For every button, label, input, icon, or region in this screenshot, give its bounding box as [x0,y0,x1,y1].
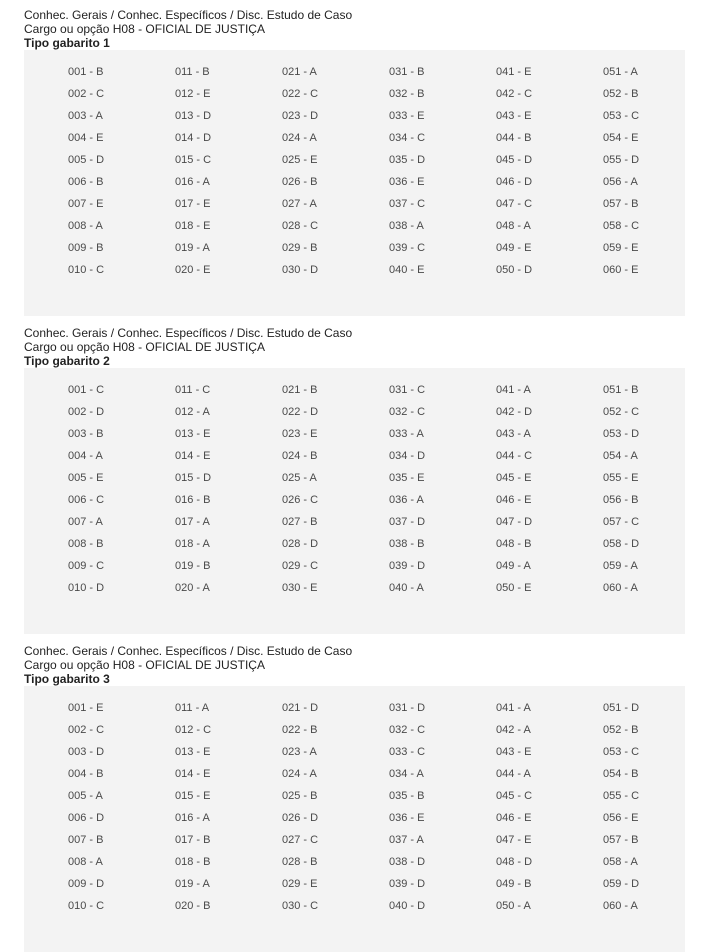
section-heading [24,8,685,50]
answer-item: 023 - A [282,746,317,758]
answer-item: 009 - B [68,242,104,254]
answer-item: 042 - D [496,406,533,418]
answer-item: 007 - B [68,834,104,846]
answer-item: 005 - D [68,154,105,166]
answer-item: 025 - B [282,790,318,802]
section-heading [24,326,685,368]
gabarito-section-3 [24,644,685,952]
answer-item: 046 - E [496,812,532,824]
answer-item: 046 - E [496,494,532,506]
answer-item: 043 - E [496,746,532,758]
answer-item: 004 - E [68,132,104,144]
answer-item: 052 - B [603,88,639,100]
answer-item: 028 - C [282,220,319,232]
answer-item: 041 - A [496,702,531,714]
answer-item: 005 - A [68,790,103,802]
answer-item: 017 - E [175,198,211,210]
answer-item: 018 - B [175,856,211,868]
answer-item: 030 - C [282,900,319,912]
answer-item: 010 - C [68,900,105,912]
answer-item: 046 - D [496,176,533,188]
answer-item: 008 - A [68,220,103,232]
answer-item: 024 - A [282,768,317,780]
answer-item: 014 - E [175,768,211,780]
heading-tipo-gabarito: Tipo gabarito 1 [24,36,110,50]
answer-item: 007 - E [68,198,104,210]
answer-item: 059 - D [603,878,640,890]
answer-item: 047 - E [496,834,532,846]
answer-item: 044 - A [496,768,531,780]
answer-item: 021 - A [282,66,317,78]
answer-item: 024 - A [282,132,317,144]
answer-item: 040 - A [389,582,424,594]
heading-tipo-gabarito: Tipo gabarito 2 [24,354,110,368]
answer-item: 040 - E [389,264,425,276]
answer-item: 036 - E [389,812,425,824]
answer-item: 011 - B [175,66,210,78]
answer-item: 043 - A [496,428,531,440]
answer-item: 022 - C [282,88,319,100]
answer-item: 057 - C [603,516,640,528]
answer-item: 027 - B [282,516,318,528]
answer-item: 032 - C [389,406,426,418]
answer-item: 049 - A [496,560,531,572]
answer-item: 022 - B [282,724,318,736]
answer-item: 049 - B [496,878,532,890]
answer-item: 053 - C [603,746,640,758]
answer-item: 034 - C [389,132,426,144]
answer-item: 003 - B [68,428,104,440]
answer-item: 051 - B [603,384,639,396]
answer-item: 010 - D [68,582,105,594]
answer-item: 042 - C [496,88,533,100]
answer-item: 053 - C [603,110,640,122]
answer-item: 015 - C [175,154,212,166]
answer-item: 026 - C [282,494,319,506]
answer-item: 059 - E [603,242,639,254]
answer-item: 002 - C [68,88,105,100]
answer-item: 006 - D [68,812,105,824]
answer-item: 001 - C [68,384,105,396]
answer-item: 029 - E [282,878,318,890]
gabarito-section-1 [24,8,685,316]
answer-item: 060 - A [603,582,638,594]
answer-item: 006 - C [68,494,105,506]
answer-item: 028 - D [282,538,319,550]
section-heading [24,644,685,686]
answer-item: 053 - D [603,428,640,440]
answer-item: 052 - C [603,406,640,418]
answer-item: 050 - A [496,900,531,912]
answer-item: 039 - D [389,560,426,572]
answer-item: 033 - A [389,428,424,440]
answer-grid [68,701,709,921]
answer-item: 051 - D [603,702,640,714]
answer-item: 038 - D [389,856,426,868]
answer-item: 023 - D [282,110,319,122]
answer-item: 039 - D [389,878,426,890]
answer-item: 014 - D [175,132,212,144]
answer-item: 016 - B [175,494,211,506]
answer-item: 044 - C [496,450,533,462]
answer-item: 050 - E [496,582,532,594]
answer-item: 057 - B [603,198,639,210]
answer-item: 049 - E [496,242,532,254]
answer-item: 056 - B [603,494,639,506]
answer-item: 058 - D [603,538,640,550]
heading-disciplines: Conhec. Gerais / Conhec. Específicos / Disc. Estudo de Caso [24,8,353,22]
answer-item: 041 - A [496,384,531,396]
answer-item: 020 - E [175,264,211,276]
answer-item: 018 - A [175,538,210,550]
answer-item: 054 - B [603,768,639,780]
answer-item: 027 - C [282,834,319,846]
answer-item: 060 - E [603,264,639,276]
answer-item: 012 - C [175,724,212,736]
answer-item: 029 - C [282,560,319,572]
answer-item: 050 - D [496,264,533,276]
answer-item: 019 - A [175,242,210,254]
answer-item: 025 - E [282,154,318,166]
answer-item: 045 - C [496,790,533,802]
answer-item: 057 - B [603,834,639,846]
answer-key-panel [24,686,685,952]
answer-item: 048 - D [496,856,533,868]
answer-item: 013 - E [175,746,211,758]
heading-disciplines: Conhec. Gerais / Conhec. Específicos / Disc. Estudo de Caso [24,326,353,340]
answer-item: 039 - C [389,242,426,254]
answer-item: 040 - D [389,900,426,912]
answer-item: 015 - E [175,790,211,802]
answer-item: 058 - C [603,220,640,232]
answer-item: 047 - D [496,516,533,528]
answer-item: 016 - A [175,176,210,188]
answer-item: 010 - C [68,264,105,276]
answer-item: 037 - D [389,516,426,528]
answer-item: 048 - A [496,220,531,232]
answer-item: 037 - A [389,834,424,846]
answer-item: 036 - E [389,176,425,188]
answer-key-panel [24,368,685,634]
answer-item: 008 - A [68,856,103,868]
answer-item: 055 - C [603,790,640,802]
answer-item: 042 - A [496,724,531,736]
answer-item: 045 - E [496,472,532,484]
heading-cargo: Cargo ou opção H08 - OFICIAL DE JUSTIÇA [24,22,265,36]
answer-item: 055 - D [603,154,640,166]
answer-item: 014 - E [175,450,211,462]
answer-item: 056 - A [603,176,638,188]
answer-item: 021 - B [282,384,318,396]
answer-item: 011 - A [175,702,210,714]
answer-item: 033 - C [389,746,426,758]
answer-item: 041 - E [496,66,532,78]
answer-item: 043 - E [496,110,532,122]
answer-item: 058 - A [603,856,638,868]
answer-item: 036 - A [389,494,424,506]
answer-item: 020 - A [175,582,210,594]
answer-item: 005 - E [68,472,104,484]
answer-item: 019 - A [175,878,210,890]
answer-item: 001 - E [68,702,104,714]
answer-item: 035 - E [389,472,425,484]
answer-item: 006 - B [68,176,104,188]
answer-item: 048 - B [496,538,532,550]
answer-item: 013 - D [175,110,212,122]
answer-grid [68,383,709,603]
answer-item: 021 - D [282,702,319,714]
answer-item: 047 - C [496,198,533,210]
answer-item: 038 - A [389,220,424,232]
answer-item: 056 - E [603,812,639,824]
answer-item: 034 - D [389,450,426,462]
answer-item: 007 - A [68,516,103,528]
answer-item: 051 - A [603,66,638,78]
answer-item: 012 - A [175,406,210,418]
answer-grid [68,65,709,285]
answer-item: 030 - D [282,264,319,276]
answer-item: 017 - A [175,516,210,528]
answer-item: 002 - C [68,724,105,736]
answer-item: 018 - E [175,220,211,232]
answer-item: 024 - B [282,450,318,462]
answer-item: 060 - A [603,900,638,912]
answer-item: 052 - B [603,724,639,736]
answer-item: 012 - E [175,88,211,100]
answer-item: 004 - A [68,450,103,462]
answer-item: 044 - B [496,132,532,144]
answer-item: 016 - A [175,812,210,824]
answer-item: 003 - D [68,746,105,758]
answer-item: 038 - B [389,538,425,550]
answer-item: 031 - B [389,66,425,78]
answer-item: 022 - D [282,406,319,418]
answer-item: 019 - B [175,560,211,572]
answer-item: 037 - C [389,198,426,210]
answer-item: 032 - B [389,88,425,100]
answer-item: 027 - A [282,198,317,210]
answer-key-panel [24,50,685,316]
answer-item: 032 - C [389,724,426,736]
answer-item: 015 - D [175,472,212,484]
answer-item: 031 - C [389,384,426,396]
answer-item: 004 - B [68,768,104,780]
answer-item: 017 - B [175,834,211,846]
answer-item: 003 - A [68,110,103,122]
answer-item: 045 - D [496,154,533,166]
answer-item: 020 - B [175,900,211,912]
heading-cargo: Cargo ou opção H08 - OFICIAL DE JUSTIÇA [24,340,265,354]
answer-item: 013 - E [175,428,211,440]
answer-item: 035 - D [389,154,426,166]
answer-item: 009 - C [68,560,105,572]
answer-item: 002 - D [68,406,105,418]
answer-item: 031 - D [389,702,426,714]
answer-item: 055 - E [603,472,639,484]
answer-item: 033 - E [389,110,425,122]
answer-item: 028 - B [282,856,318,868]
answer-item: 030 - E [282,582,318,594]
heading-tipo-gabarito: Tipo gabarito 3 [24,672,110,686]
answer-item: 011 - C [175,384,211,396]
answer-item: 054 - E [603,132,639,144]
answer-item: 054 - A [603,450,638,462]
answer-item: 008 - B [68,538,104,550]
answer-item: 029 - B [282,242,318,254]
answer-item: 035 - B [389,790,425,802]
gabarito-section-2 [24,326,685,634]
answer-item: 001 - B [68,66,104,78]
answer-item: 026 - B [282,176,318,188]
answer-item: 009 - D [68,878,105,890]
answer-item: 034 - A [389,768,424,780]
answer-item: 026 - D [282,812,319,824]
heading-disciplines: Conhec. Gerais / Conhec. Específicos / Disc. Estudo de Caso [24,644,353,658]
heading-cargo: Cargo ou opção H08 - OFICIAL DE JUSTIÇA [24,658,265,672]
answer-item: 059 - A [603,560,638,572]
answer-item: 025 - A [282,472,317,484]
answer-item: 023 - E [282,428,318,440]
